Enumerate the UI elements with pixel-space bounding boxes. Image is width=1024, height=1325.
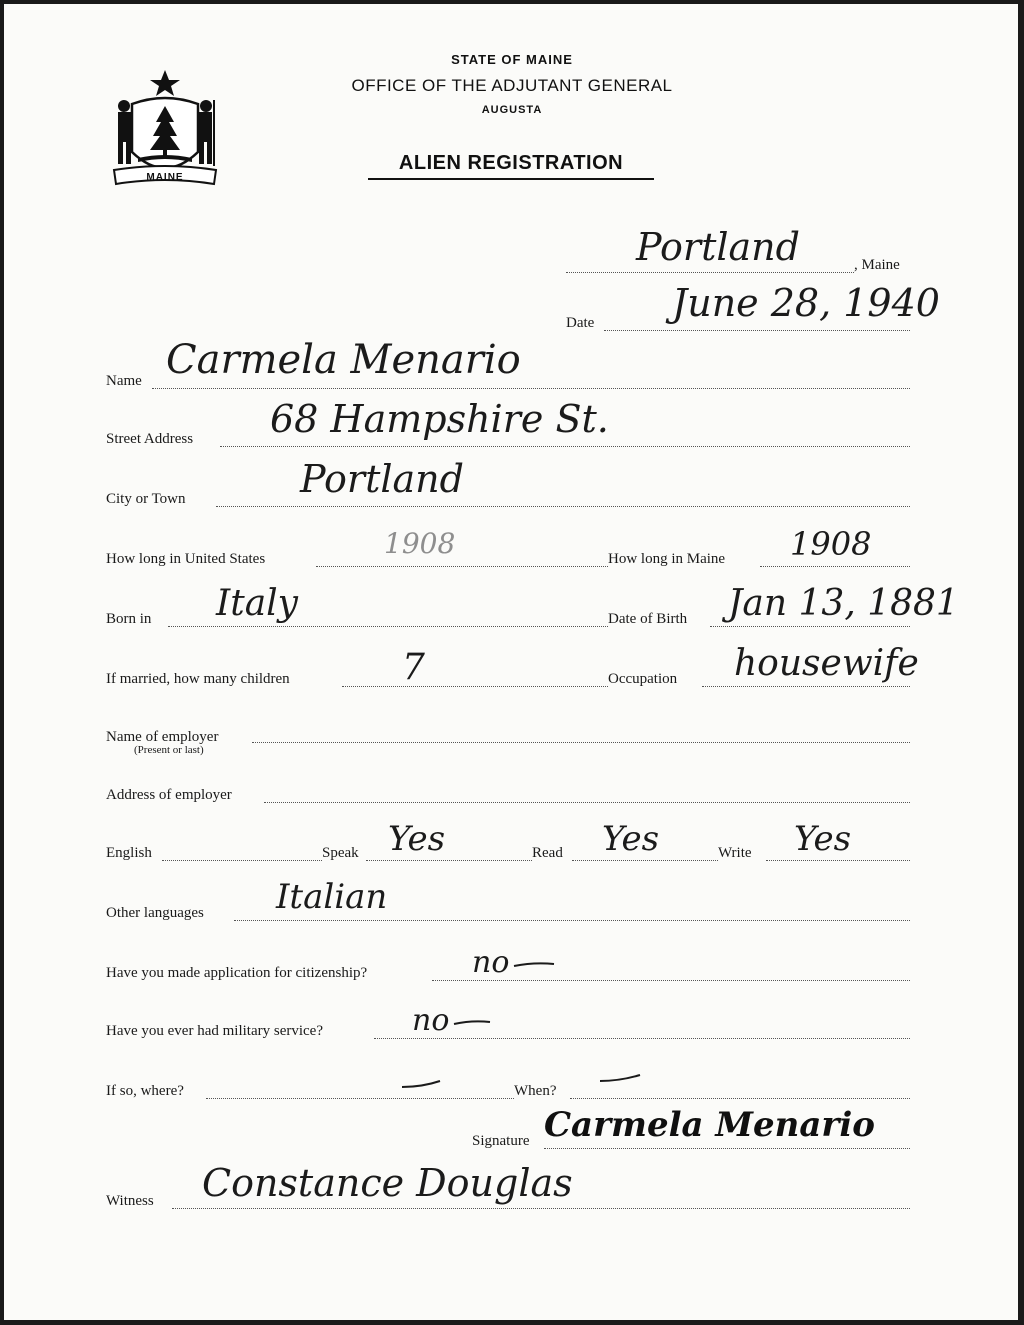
employer-line[interactable]: [252, 742, 910, 743]
english-label: English: [106, 845, 152, 861]
witness-entry[interactable]: Constance Douglas: [202, 1161, 573, 1205]
occupation-line: [702, 686, 910, 687]
speak-label: Speak: [322, 845, 359, 861]
form-title: ALIEN REGISTRATION: [368, 152, 654, 180]
street-entry[interactable]: 68 Hampshire St.: [270, 397, 609, 441]
witness-label: Witness: [106, 1193, 154, 1209]
witness-line: [172, 1208, 910, 1209]
place-entry[interactable]: Portland: [636, 225, 800, 269]
dob-label: Date of Birth: [608, 611, 688, 627]
date-label: Date: [566, 315, 595, 331]
signature-line: [544, 1148, 910, 1149]
city-entry[interactable]: Portland: [300, 457, 464, 501]
how-long-us-label: How long in United States: [106, 551, 266, 567]
how-long-maine-entry[interactable]: 1908: [790, 525, 872, 563]
how-long-us-line: [316, 566, 608, 567]
citizenship-entry[interactable]: no: [472, 945, 510, 980]
dob-entry[interactable]: Jan 13, 1881: [728, 583, 959, 624]
english-line: [162, 860, 322, 861]
how-long-maine-label: How long in Maine: [608, 551, 726, 567]
children-entry[interactable]: 7: [402, 647, 425, 688]
city-line: [216, 506, 910, 507]
street-line: [220, 446, 910, 447]
seal-banner-text: MAINE: [146, 172, 184, 183]
military-dash-mark: [452, 1018, 492, 1028]
military-entry[interactable]: no: [412, 1003, 450, 1038]
date-entry[interactable]: June 28, 1940: [672, 281, 940, 325]
date-line: [604, 330, 910, 331]
header-state: STATE OF MAINE: [451, 52, 573, 67]
name-entry[interactable]: Carmela Menario: [166, 337, 521, 383]
other-languages-entry[interactable]: Italian: [276, 877, 388, 917]
street-label: Street Address: [106, 431, 194, 447]
signature-label: Signature: [472, 1133, 530, 1149]
citizenship-label: Have you made application for citizenship?: [106, 965, 368, 981]
how-long-maine-line: [760, 566, 910, 567]
read-entry[interactable]: Yes: [602, 819, 660, 859]
header-city: AUGUSTA: [481, 104, 543, 116]
speak-line: [366, 860, 532, 861]
place-line: [566, 272, 854, 273]
employer-address-label: Address of employer: [106, 787, 232, 803]
other-languages-label: Other languages: [106, 905, 204, 921]
citizenship-line: [432, 980, 910, 981]
signature-entry[interactable]: Carmela Menario: [544, 1105, 875, 1145]
dob-line: [710, 626, 910, 627]
write-line: [766, 860, 910, 861]
where-line[interactable]: [206, 1098, 514, 1099]
name-line: [152, 388, 910, 389]
military-label: Have you ever had military service?: [106, 1023, 323, 1039]
other-languages-line: [234, 920, 910, 921]
where-label: If so, where?: [106, 1083, 184, 1099]
born-in-label: Born in: [106, 611, 152, 627]
children-label: If married, how many children: [106, 671, 290, 687]
read-line: [572, 860, 718, 861]
when-line[interactable]: [570, 1098, 910, 1099]
form-page: [4, 4, 1018, 1320]
born-in-line: [168, 626, 608, 627]
when-label: When?: [514, 1083, 557, 1099]
children-line: [342, 686, 608, 687]
military-line: [374, 1038, 910, 1039]
citizenship-dash-mark: [512, 960, 556, 970]
where-dash-mark: [400, 1078, 446, 1092]
how-long-us-entry[interactable]: 1908: [384, 527, 456, 560]
name-label: Name: [106, 373, 142, 389]
speak-entry[interactable]: Yes: [388, 819, 446, 859]
place-suffix-label: , Maine: [854, 257, 900, 273]
read-label: Read: [532, 845, 563, 861]
occupation-label: Occupation: [608, 671, 678, 687]
write-entry[interactable]: Yes: [794, 819, 852, 859]
employer-address-line[interactable]: [264, 802, 910, 803]
city-label: City or Town: [106, 491, 186, 507]
write-label: Write: [718, 845, 752, 861]
employer-label: Name of employer: [106, 729, 219, 745]
born-in-entry[interactable]: Italy: [216, 583, 299, 624]
occupation-entry[interactable]: housewife: [734, 643, 919, 684]
when-dash-mark: [598, 1072, 644, 1086]
header-office: OFFICE OF THE ADJUTANT GENERAL: [351, 76, 673, 95]
employer-sub-label: (Present or last): [134, 744, 204, 756]
